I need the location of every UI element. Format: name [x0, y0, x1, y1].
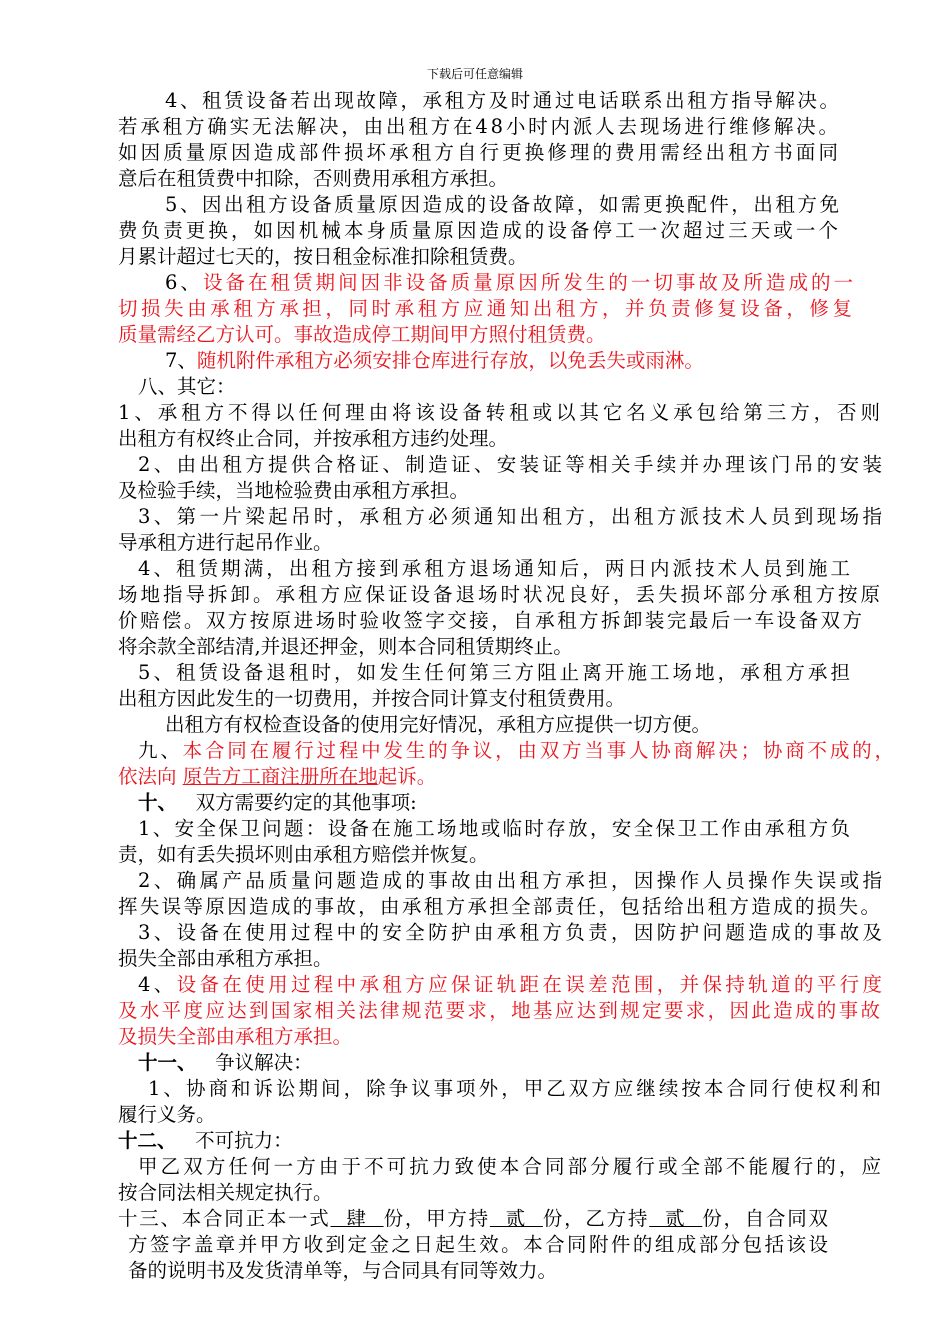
text-run: 及检验手续，当地检验费由承租方承担。 — [118, 479, 470, 502]
text-line — [118, 426, 508, 452]
highlighted-text: 起诉。 — [377, 765, 437, 788]
text-line — [138, 1154, 884, 1180]
text-line — [138, 504, 885, 530]
text-run: 不可抗力： — [176, 1129, 293, 1152]
text-line — [138, 868, 885, 894]
highlighted-text: 依法向 — [118, 765, 183, 788]
text-line — [118, 582, 883, 608]
text-line — [118, 244, 528, 270]
text-run: 出租方因此发生的一切费用，并按合同计算支付租赁费用。 — [118, 687, 626, 710]
filled-blank: 肆 — [330, 1207, 384, 1230]
text-line — [118, 166, 508, 192]
text-line — [138, 374, 236, 400]
text-run: 十三、本合同正本一式 — [118, 1207, 331, 1230]
text-run: 意后在租赁费中扣除，否则费用承租方承担。 — [118, 167, 509, 190]
text-run: 争议解决： — [196, 1051, 313, 1074]
text-run: 挥失误等原因造成的事故，由承租方承担全部责任，包括给出租方造成的损失。 — [118, 895, 883, 918]
text-line — [165, 88, 842, 114]
text-run: 十一、 — [138, 1051, 197, 1074]
highlighted-text: 及水平度应达到国家相关法律规范要求，地基应达到规定要求，因此造成的事故 — [118, 999, 883, 1022]
filled-blank: 贰 — [489, 1207, 543, 1230]
text-line — [118, 1102, 216, 1128]
text-line — [118, 114, 841, 140]
text-run: 价赔偿。双方按原进场时验收签字交接，自承租方拆卸装完最后一车设备双方 — [118, 609, 865, 632]
text-run: 7、 — [165, 349, 197, 372]
text-run: 如因质量原因造成部件损坏承租方自行更换修理的费用需经出租方书面同 — [118, 141, 842, 164]
text-line — [138, 920, 885, 946]
text-line — [118, 764, 436, 790]
highlighted-text: 设备在使用过程中承租方应保证轨距在误差范围，并保持轨道的平行度 — [176, 973, 886, 996]
text-line — [118, 1128, 293, 1154]
highlighted-text: 及损失全部由承租方承担。 — [118, 1025, 353, 1048]
text-run: 将余款全部结清,并退还押金，则本合同租赁期终止。 — [118, 635, 573, 658]
text-line — [118, 322, 606, 348]
text-line — [148, 1076, 884, 1102]
text-line — [118, 1206, 830, 1232]
text-run: 4、租赁设备若出现故障，承租方及时通过电话联系出租方指导解决。 — [165, 89, 842, 112]
text-run: 月累计超过七天的，按日租金标准扣除租赁费。 — [118, 245, 528, 268]
text-line — [118, 1024, 352, 1050]
text-run: 方签字盖章并甲方收到定金之日起生效。本合同附件的组成部分包括该设 — [128, 1233, 831, 1256]
text-run: 4、 — [138, 973, 177, 996]
text-line — [118, 946, 333, 972]
text-line — [138, 1050, 313, 1076]
text-line — [165, 712, 711, 738]
text-run: 按合同法相关规定执行。 — [118, 1181, 333, 1204]
text-run: 若承租方确实无法解决，由出租方在48小时内派人去现场进行维修解决。 — [118, 115, 841, 138]
text-run: 份，甲方持 — [383, 1207, 490, 1230]
text-run: 3、第一片梁起吊时，承租方必须通知出租方，出租方派技术人员到现场指 — [138, 505, 886, 528]
text-run: 甲乙双方任何一方由于不可抗力致使本合同部分履行或全部不能履行的，应 — [138, 1155, 885, 1178]
text-run: 3、设备在使用过程中的安全防护由承租方负责，因防护问题造成的事故及 — [138, 921, 886, 944]
text-run: 损失全部由承租方承担。 — [118, 947, 333, 970]
text-run: 份，自合同双 — [702, 1207, 830, 1230]
text-run: 2、由出租方提供合格证、制造证、安装证等相关手续并办理该门吊的安装 — [138, 453, 886, 476]
text-line — [118, 1180, 333, 1206]
text-run: 九、 — [138, 739, 183, 762]
text-line — [118, 218, 841, 244]
text-run: 5、租赁设备退租时，如发生任何第三方阻止离开施工场地，承租方承担 — [138, 661, 854, 684]
text-line — [165, 192, 842, 218]
text-run: 导承租方进行起吊作业。 — [118, 531, 333, 554]
text-line — [118, 530, 333, 556]
text-run: 十、 — [138, 791, 178, 814]
text-run: 费负责更换，如因机械本身质量原因造成的设备停工一次超过三天或一个 — [118, 219, 842, 242]
text-run: 4、租赁期满，出租方接到承租方退场通知后，两日内派技术人员到施工 — [138, 557, 854, 580]
text-run: 2、确属产品质量问题造成的事故由出租方承担，因操作人员操作失误或指 — [138, 869, 886, 892]
filled-blank: 贰 — [649, 1207, 703, 1230]
text-line — [118, 140, 841, 166]
text-run: 履行义务。 — [118, 1103, 216, 1126]
text-line — [118, 400, 884, 426]
text-run: 出租方有权终止合同，并按承租方违约处理。 — [118, 427, 509, 450]
text-run: 场地指导拆卸。承租方应保证设备退场时状况良好，丢失损坏部分承租方按原 — [118, 583, 883, 606]
text-run: 双方需要约定的其他事项: — [177, 791, 417, 814]
text-line — [128, 1232, 830, 1258]
text-line — [138, 452, 885, 478]
text-run: 八、其它： — [138, 375, 236, 398]
text-line — [138, 556, 853, 582]
text-run: 份，乙方持 — [542, 1207, 650, 1230]
page-header: 下载后可任意编辑 — [426, 67, 523, 81]
text-line — [138, 738, 897, 764]
text-line — [138, 816, 852, 842]
text-line — [118, 894, 882, 920]
text-run: 1、安全保卫问题：设备在施工场地或临时存放，安全保卫工作由承租方负 — [138, 817, 853, 840]
text-line — [138, 660, 853, 686]
text-line — [118, 608, 864, 634]
text-run: 备的说明书及发货清单等，与合同具有同等效力。 — [128, 1259, 558, 1282]
text-line — [118, 842, 489, 868]
text-line — [165, 270, 856, 296]
text-run: 6、 — [165, 271, 203, 294]
text-run: 责，如有丢失损坏则由承租方赔偿并恢复。 — [118, 843, 489, 866]
highlighted-text: 本合同在履行过程中发生的争议，由双方当事人协商解决；协商不成的， — [182, 739, 897, 762]
text-run: 出租方有权检查设备的使用完好情况，承租方应提供一切方便。 — [165, 713, 712, 736]
text-run: 1、协商和诉讼期间，除争议事项外，甲乙双方应继续按本合同行使权利和 — [148, 1077, 885, 1100]
text-line — [138, 790, 417, 816]
highlighted-text: 切损失由承租方承担，同时承租方应通知出租方，并负责修复设备，修复 — [118, 297, 856, 320]
text-run: 十二、 — [118, 1129, 177, 1152]
text-line — [165, 348, 704, 374]
highlighted-text: 原告方工商注册所在地 — [182, 765, 378, 788]
highlighted-text: 随机附件承租方必须安排仓库进行存放，以免丢失或雨淋。 — [196, 349, 704, 372]
text-line — [118, 686, 625, 712]
text-run: 1、承租方不得以任何理由将该设备转租或以其它名义承包给第三方，否则 — [118, 401, 884, 424]
text-line — [138, 972, 885, 998]
text-run: 5、因出租方设备质量原因造成的设备故障，如需更换配件，出租方免 — [165, 193, 842, 216]
text-line — [118, 634, 573, 660]
text-line — [118, 296, 856, 322]
text-line — [118, 478, 469, 504]
highlighted-text: 质量需经乙方认可。事故造成停工期间甲方照付租赁费。 — [118, 323, 606, 346]
text-line — [118, 998, 882, 1024]
highlighted-text: 设备在租赁期间因非设备质量原因所发生的一切事故及所造成的一 — [202, 271, 856, 294]
text-line — [128, 1258, 557, 1284]
